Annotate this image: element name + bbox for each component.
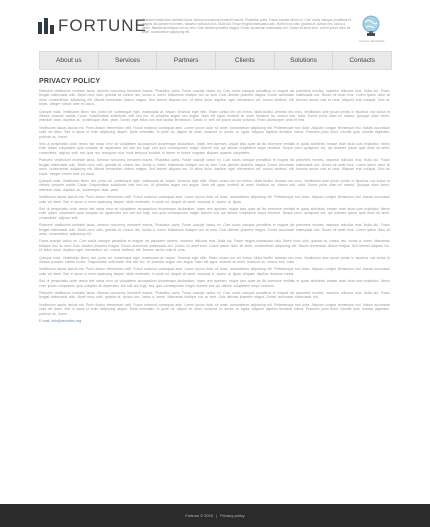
policy-paragraph: Praesent vestibulum molestie lacus. Aenean nonummy hendrerit mauris. Phasellus porta. Fusce suscipit varius mi. Cum sociis natoque penatibus et magnis dis parturient montes, nascetur ridiculus mus. Nulla dui. Fusce feugiat malesuada odio. Morbi nunc odio, gravida at, cursus nec, luctus a, lorem. Maecenas tristique orci ac sem. Duis ultricies pharetra magna. Donec accumsan malesuada orci. [39,291,390,300]
email-line [39,319,390,323]
policy-paragraph: Quisque nulla. Vestibulum libero nisl, porta vel, scelerisque eget, malesuada at, neque. Vivamus eget nibh. Etiam cursus leo vel metus. Nulla facilisi. Aenean nec eros. Vestibulum ante ipsum primis in faucibus orci luctus et ultrices posuere cubilia Curae; Suspendisse sollicitudin velit sed leo. Ut pharetra augue nec augue. Nam elit agna, endrerit sit amet, tincidunt ac, viverra sed, nulla. Donec porta diam eu massa. Quisque diam lorem, interdum vitae, dapibus ac, scelerisque vitae, pede. Donec eget tellus non erat lacinia fermentum. Donec in velit vel ipsum auctor pulvinar. Proin ullamcorper urna et felis. [39,109,390,123]
logo-text: FORTUNE [58,16,147,35]
footer-privacy-link[interactable]: Privacy policy [220,513,245,518]
main-nav [39,51,392,70]
site-footer [0,504,430,527]
policy-paragraph: Praesent vestibulum molestie lacus. Aenean nonummy hendrerit mauris. Phasellus porta. Fusce suscipit varius mi. Cum sociis natoque penatibus et magnis dis parturient montes, nascetur ridiculus mus. Nulla dui. Fusce feugiat malesuada odio. Morbi nunc odio, gravida at, cursus nec, luctus a, lorem. Maecenas tristique orci ac sem. Duis ultricies pharetra magna. Donec accumsan malesuada orci. Donec sit amet eros. Lorem ipsum dolor sit amet, consectetuer adipiscing elit. [39,223,390,236]
email-link[interactable]: info@demolink.org [51,319,82,324]
policy-paragraph: Quisque nulla. Vestibulum libero nisl, porta vel, scelerisque eget, malesuada at, neque. Vivamus eget nibh. Etiam cursus leo vel metus. Nulla facilisi. Aenean nec eros. Vestibulum ante ipsum primis in faucibus orci luctus et ultrices posuere cubilia Curae; Suspendisse sollicitudin velit sed leo. Ut pharetra augue nec augue. Nam elit agna, endrerit sit amet, tincidunt ac, viverra sed, nulla. [39,255,390,264]
policy-paragraph: Vestibulum iaculis lacinia est. Proin dictum elementum velit. Fusce euismod consequat ante. Lorem ipsum dolor sit amet, consectetuer adipiscing elit. Pellentesque sed dolor. Aliquam congue fermentum nisl. Mauris accumsan nulla vel diam. Sed in lacus ut enim adipiscing aliquet. Nulla venenatis. In pede mi, aliquet sit amet, euismod in, auctor ut, ligula. Aliquam dapibus tincidunt metus. Praesent justo dolor, lobortis quis, lobortis dignissim, pulvinar ac, lorem. [39,302,390,316]
policy-paragraph: Fusce suscipit varius mi. Cum sociis natoque penatibus et magnis dis parturient montes, nascetur ridiculus mus. Nulla dui. Fusce feugiat malesuada odio. Morbi nunc odio, gravida at, cursus nec, luctus a, lorem. Maecenas tristique orci ac sem. Duis ultricies pharetra magna. Donec accumsan malesuada orci. Donec sit amet eros. Lorem ipsum dolor sit amet, consectetuer adipiscing elit. Mauris fermentum dictum magna. Sed laoreet aliquam leo. Ut tellus dolor, dapibus eget, elementum vel, cursus eleifend, elit. Aenean auctor wisi et urna. [39,239,390,253]
site-header [0,0,430,50]
main-content [39,72,390,323]
globe-icon [360,14,382,40]
policy-paragraph: Sed ut perspiciatis unde omnis iste natus error sit voluptatem accusantium doloremque laudantium, totam rem aperiam, eaque ipsa quae ab illo inventore veritatis et quasi architecto beatae vitae dicta sunt explicabo. Nemo enim ipsam voluptatem quia voluptas sit aspernatur aut odit aut fugit, sed quia consequuntur magni dolores eos qui ratione voluptatem sequi nesciunt. [39,279,390,288]
nav-item-contacts[interactable]: Contacts [349,57,376,64]
page-title: PRIVACY POLICY [39,78,101,85]
policy-paragraph: Vestibulum iaculis lacinia est. Proin dictum elementum velit. Fusce euismod consequat ante. Lorem ipsum dolor sit amet, consectetuer adipiscing elit. Pellentesque sed dolor. Aliquam congue fermentum nisl. Mauris accumsan nulla vel diam. Sed in lacus ut enim adipiscing aliquet. Nulla venenatis. In pede mi, aliquet sit amet, euismod in, auctor ut, ligula. Aliquam dapibus tincidunt metus. [39,267,390,276]
header-text: Praesent vestibulum molestie lacus. Aenean nonummy hendrerit mauris. Phasellus porta. Fusce suscipit varius mi. Cum sociis natoque penatibus et magnis dis parturient montes, nascetur ridiculus mus. Nulla dui. Fusce feugiat malesuada odio. Morbi nunc odio, gravida at, cursus nec, luctus a, lorem. Maecenas tristique orci ac sem. Duis ultricies pharetra magna. Donec accumsan malesuada orci. Donec sit amet eros. Lorem ipsum dolor sit amet, consectetuer adipiscing elit. [142,18,351,34]
email-label: E-mail: [39,319,51,324]
policy-paragraph: Vestibulum iaculis lacinia est. Proin dictum elementum velit. Fusce euismod consequat ante. Lorem ipsum dolor sit amet, consectetuer adipiscing elit. Pellentesque sed dolor. Aliquam congue fermentum nisl. Mauris accumsan nulla vel diam. Sed in lacus ut enim adipiscing aliquet. Nulla venenatis. In pede mi, aliquet sit amet, euismod in, auctor ut, ligula. [39,195,390,204]
logo-mark-icon [38,18,54,34]
nav-item-solutions[interactable]: Solutions [275,52,334,69]
footer-copyright: Fortune © 2010 [185,513,214,518]
nav-item-clients[interactable]: Clients [216,52,275,69]
policy-paragraph: Praesent vestibulum molestie lacus. Aenean nonummy hendrerit mauris. Phasellus porta. Fusce suscipit varius mi. Cum sociis natoque penatibus et magnis dis parturient montes, nascetur ridiculus mus. Nulla dui. Fusce feugiat malesuada odio. Morbi nunc odio, gravida at, cursus nec, luctus a, lorem. Maecenas tristique orci ac sem. Duis ultricies pharetra magna. Donec accumsan malesuada orci. Donec sit amet eros. Lorem ipsum dolor sit amet, consectetuer adipiscing elit. Mauris fermentum dictum magna. Sed laoreet aliquam leo. Ut tellus dolor, dapibus eget, elementum vel, cursus eleifend, elit. Aenean auctor wisi et urna. Aliquam erat volutpat. Duis ac turpis. Integer rutrum ante eu lacus. [39,89,390,107]
globe-caption: Fortune Worldwide [359,39,385,43]
nav-item-partners[interactable]: Partners [157,52,216,69]
policy-paragraph: Sed ut perspiciatis unde omnis iste natus error sit voluptatem accusantium doloremque laudantium, totam rem aperiam, eaque ipsa quae ab illo inventore veritatis et quasi architecto beatae vitae dicta sunt explicabo. Nemo enim ipsam voluptatem quia voluptas sit aspernatur aut odit aut fugit, sed quia consequuntur magni dolores eos qui ratione voluptatem sequi nesciunt. Neque porro quisquam est, qui dolorem ipsum quia dolor sit amet, consectetur, adipisci velit, sed quia non numquam eius modi tempora incidunt ut labore et dolore magnam aliquam quaerat voluptatem. [39,142,390,155]
nav-item-about[interactable]: About us [40,52,99,69]
nav-item-services[interactable]: Services [99,52,158,69]
site-logo[interactable] [38,18,147,34]
policy-paragraph: Vestibulum iaculis lacinia est. Proin dictum elementum velit. Fusce euismod consequat ante. Lorem ipsum dolor sit amet, consectetuer adipiscing elit. Pellentesque sed dolor. Aliquam congue fermentum nisl. Mauris accumsan nulla vel diam. Sed in lacus ut enim adipiscing aliquet. Nulla venenatis. In pede mi, aliquet sit amet, euismod in, auctor ut, ligula. Aliquam dapibus tincidunt metus. Praesent justo dolor, lobortis quis, lobortis dignissim, pulvinar ac, lorem. [39,125,390,139]
policy-paragraph: Sed ut perspiciatis unde omnis iste natus error sit voluptatem accusantium doloremque laudantium, totam rem aperiam, eaque ipsa quae ab illo inventore veritatis et quasi architecto beatae vitae dicta sunt explicabo. Nemo enim ipsam voluptatem quia voluptas sit aspernatur aut odit aut fugit, sed quia consequuntur magni dolores eos qui ratione voluptatem sequi nesciunt. Neque porro quisquam est, qui dolorem ipsum quia dolor sit amet, consectetur, adipisci velit. [39,206,390,220]
policy-paragraph: Praesent vestibulum molestie lacus. Aenean nonummy hendrerit mauris. Phasellus porta. Fusce suscipit varius mi. Cum sociis natoque penatibus et magnis dis parturient montes, nascetur ridiculus mus. Nulla dui. Fusce feugiat malesuada odio. Morbi nunc odio, gravida at, cursus nec, luctus a, lorem. Maecenas tristique orci ac sem. Duis ultricies pharetra magna. Donec accumsan malesuada orci. Donec sit amet eros. Lorem ipsum dolor sit amet, consectetuer adipiscing elit. Mauris fermentum dictum magna. Sed laoreet aliquam leo. Ut tellus dolor, dapibus eget, elementum vel, cursus eleifend, elit. Aenean auctor wisi et urna. Aliquam erat volutpat. Duis ac turpis. Integer rutrum ante eu lacus. [39,158,390,176]
policy-paragraph: Quisque nulla. Vestibulum libero nisl, porta vel, scelerisque eget, malesuada at, neque. Vivamus eget nibh. Etiam cursus leo vel metus. Nulla facilisi. Aenean nec eros. Vestibulum ante ipsum primis in faucibus orci luctus et ultrices posuere cubilia Curae; Suspendisse sollicitudin velit sed leo. Ut pharetra augue nec augue. Nam elit agna, endrerit sit amet, tincidunt ac, viverra sed, nulla. Donec porta diam eu massa. Quisque diam lorem, interdum vitae, dapibus ac, scelerisque vitae, pede. [39,178,390,192]
footer-separator: | [216,513,218,518]
